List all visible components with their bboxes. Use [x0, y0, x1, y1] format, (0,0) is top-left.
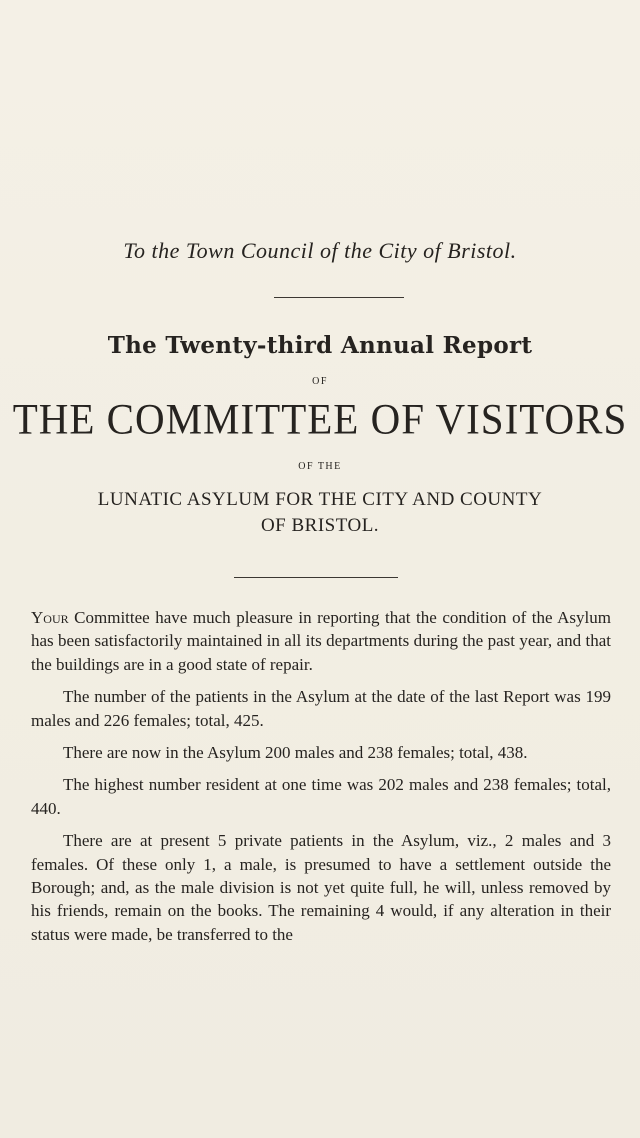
divider-rule-bottom — [234, 577, 398, 578]
paragraph-1-lead: Your — [31, 608, 69, 627]
divider-rule-top — [274, 297, 404, 298]
paragraph-4: The highest number resident at one time was 202 males and 238 females; total, 440. — [31, 775, 611, 818]
paragraph-3: There are now in the Asylum 200 males and 238 females; total, 438. — [63, 743, 528, 763]
report-body — [31, 606, 611, 955]
of-the-label: OF THE — [298, 461, 342, 472]
asylum-heading — [0, 487, 640, 539]
report-title: The Twenty-third Annual Report — [107, 332, 533, 359]
asylum-line-2: OF BRISTOL. — [260, 515, 380, 536]
paragraph-1-text: Committee have much pleasure in reporting that the condition of the Asylum has been satisfactorily maintained in all its departments during the past year, and that the buildings are in a good state of repair. — [31, 608, 611, 674]
of-label: OF — [312, 376, 328, 387]
committee-title: THE COMMITTEE OF VISITORS — [12, 394, 628, 444]
paragraph-1 — [31, 606, 611, 676]
paragraph-5: There are at present 5 private patients in the Asylum, viz., 2 males and 3 females. Of these only 1, a male, is presumed to have a settlement outside the Borough; and, as the male division is not yet quite full, he will, unless removed by his friends, remain on the books. The remaining 4 would, if any alteration in their status were made, be transferred to the — [31, 831, 611, 944]
paragraph-2: The number of the patients in the Asylum at the date of the last Report was 199 males and 226 females; total, 425. — [31, 687, 611, 730]
address-line: To the Town Council of the City of Bristol. — [123, 238, 517, 263]
asylum-line-1: LUNATIC ASYLUM FOR THE CITY AND COUNTY — [97, 489, 543, 510]
